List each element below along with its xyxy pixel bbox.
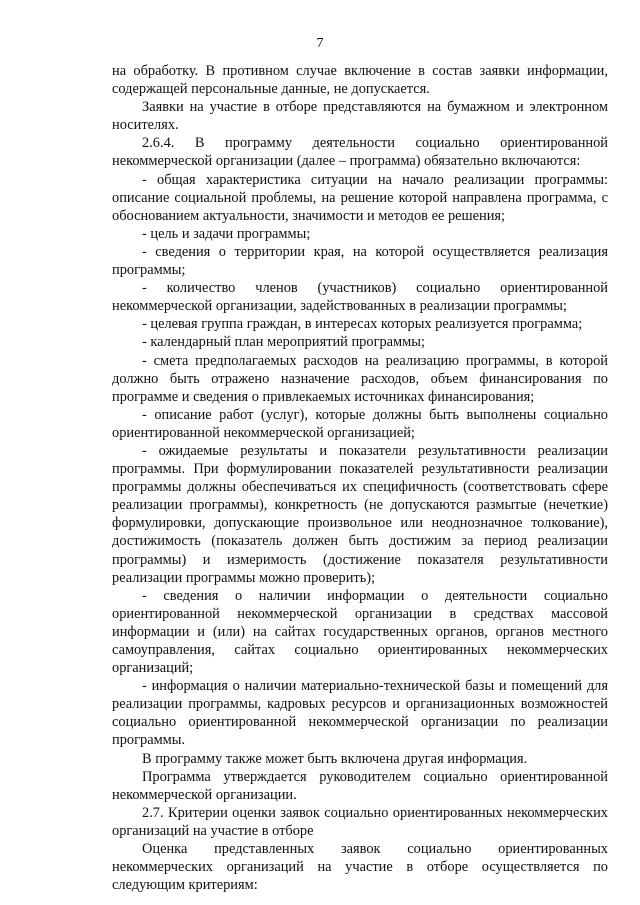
- list-item-expected-results: - ожидаемые результаты и показатели результативности реализации программы. При формулировании показателей результативности реализации программы должны обеспечиваться их специфичность (соответствовать сфере реализации программы), конкретность (не допускаются размытые (нечеткие) формулировки, допускающие произвольное или неоднозначное толкование), достижимость (показатель должен быть достижим за период реализации программы) и измеримость (достижение показателя результативности реализации программы можно проверить);: [112, 442, 608, 586]
- list-item-works-description: - описание работ (услуг), которые должны быть выполнены социально ориентированной некоммерческой организацией;: [112, 406, 608, 441]
- list-item-budget: - смета предполагаемых расходов на реализацию программы, в которой должно быть отражено назначение расходов, объем финансирования по программе и сведения о привлекаемых источниках финансирования;: [112, 352, 608, 405]
- list-item-territory: - сведения о территории края, на которой осуществляется реализация программы;: [112, 243, 608, 279]
- page-body: [112, 62, 608, 894]
- paragraph-2-7-heading: 2.7. Критерии оценки заявок социально ориентированных некоммерческих организаций на участие в отборе: [112, 804, 608, 839]
- list-item-general-characteristics: - общая характеристика ситуации на начало реализации программы: описание социальной проблемы, на решение которой направлена программа, с обоснованием актуальности, значимости и методов ее решения;: [112, 171, 608, 224]
- list-item-goals: - цель и задачи программы;: [142, 225, 311, 242]
- paragraph-other-info: В программу также может быть включена другая информация.: [142, 750, 528, 767]
- paragraph-criteria: Оценка представленных заявок социально ориентированных некоммерческих организаций на участие в отборе осуществляется по следующим критериям:: [112, 841, 608, 894]
- list-item-calendar-plan: - календарный план мероприятий программы;: [142, 334, 425, 351]
- list-item-media-info: - сведения о наличии информации о деятельности социально ориентированной некоммерческой организации в средствах массовой информации и (или) на сайтах государственных органов, органов местного самоуправления, сайтах социально ориентированных некоммерческих организаций;: [112, 587, 608, 677]
- list-item-resources: - информация о наличии материально-технической базы и помещений для реализации программы, кадровых ресурсов и организационных возможностей социально ориентированной некоммерческой организации по реализации программы.: [112, 678, 608, 749]
- paragraph-2-6-4: 2.6.4. В программу деятельности социально ориентированной некоммерческой организации (далее – программа) обязательно включаются:: [112, 135, 608, 170]
- paragraph-approval: Программа утверждается руководителем социально ориентированной некоммерческой организации.: [112, 768, 608, 803]
- list-item-target-group: - целевая группа граждан, в интересах которых реализуется программа;: [142, 316, 583, 333]
- list-item-members-count: - количество членов (участников) социально ориентированной некоммерческой организации, задействованных в реализации программы;: [112, 280, 608, 315]
- paragraph-continuation: на обработку. В противном случае включение в состав заявки информации, содержащей персональные данные, не допускается.: [112, 63, 608, 98]
- paragraph-submission-media: Заявки на участие в отборе представляются на бумажном и электронном носителях.: [112, 99, 608, 134]
- page-number: 7: [316, 36, 324, 51]
